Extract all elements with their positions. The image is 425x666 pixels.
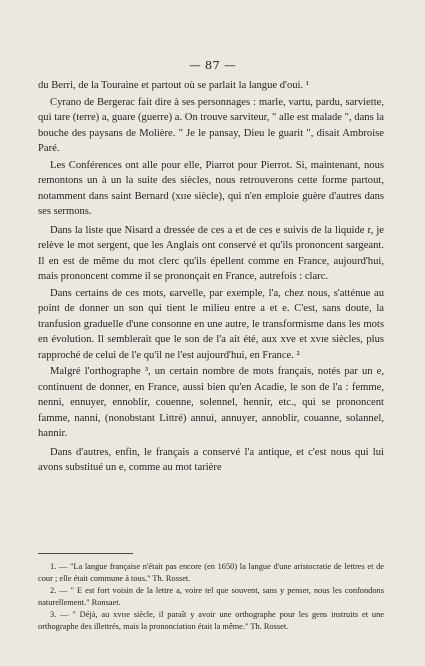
footnote-3: 3. — " Déjà, au xvɪɪe siècle, il paraît y avoir une orthographe pour les gens instruits et une orthographe des illettrés, mais la prononciation était la même." Th. Rosset. bbox=[38, 610, 384, 631]
footnotes bbox=[38, 561, 384, 634]
paragraph-3: Les Conférences ont alle pour elle, Piarrot pour Pierrot. Si, maintenant, nous remontons un à un la suite des siècles, nous retrouverons cette forme partout, notamment dans saint Bernard (xɪɪe siècle), qui n'en emploie guère d'autres dans ses sermons. bbox=[38, 159, 384, 217]
paragraph-1: du Berri, de la Touraine et partout où se parlait la langue d'oui. ¹ bbox=[38, 80, 309, 91]
paragraph-2: Cyrano de Bergerac fait dire à ses personnages : marle, vartu, pardu, sarviette, qui tare (terre) a, guare (guerre) a. On trouve sarviteur, " alle est malade ", dans la bouche des paysans de Molière. " Je le pansay, Dieu le guarit ", disait Ambroise Paré. bbox=[38, 96, 384, 154]
body-text bbox=[38, 78, 384, 477]
footnote-1: 1. — "La langue française n'était pas encore (en 1650) la langue d'une aristocratie de lettres et de cour ; elle était commune à tous." Th. Rosset. bbox=[38, 562, 384, 583]
footnote-divider bbox=[38, 553, 133, 554]
paragraph-5: Dans certains de ces mots, ɕarvelle, par exemple, l'a, chez nous, s'atténue au point de donner un son qui tient le milieu entre a et e. C'est, sans doute, la tranfusion graduelle d'une consonne en une autre, le transformisme dans les mots en évolution. Il semblerait que le son de l'a ait été, aux xve et xvɪe siècles, plus rapproché de celui de l'e qu'il ne l'est aujourd'hui, en France. ² bbox=[38, 287, 384, 361]
footnote-2: 2. — " E est fort voisin de la lettre a, voire tel que souvent, sans y penser, nous les confondons naturellement." Ronsaet. bbox=[38, 586, 384, 607]
paragraph-4: Dans la liste que Nisard a dressée de ces a et de ces e suivis de la liquide r, je relève le mot sergent, que les Anglais ont conservé et qu'ils prononcent sargeant. Il en est de même du mot clerc qu'ils épellent comme en France, aujourd'hui, mais prononcent comme il se prononçait en France, autrefois : clarc. bbox=[38, 224, 384, 282]
paragraph-6: Malgré l'orthographe ³, un certain nombre de mots français, notés par un e, continuent de donner, en France, aussi bien qu'en Acadie, le son de l'a : femme, nenni, ennuyer, ennoblir, couenne, solennel, hennir, etc., qui se prononcent famme, nanni, (nonobstant Littré) annui, annuyer, annoblir, couanne, solannel, hannir. bbox=[38, 366, 384, 439]
paragraph-7: Dans d'autres, enfin, le français a conservé l'a antique, et c'est nous qui lui avons substitué un e, comme au mot tarière bbox=[38, 446, 384, 473]
page-number: — 87 — bbox=[189, 58, 236, 72]
